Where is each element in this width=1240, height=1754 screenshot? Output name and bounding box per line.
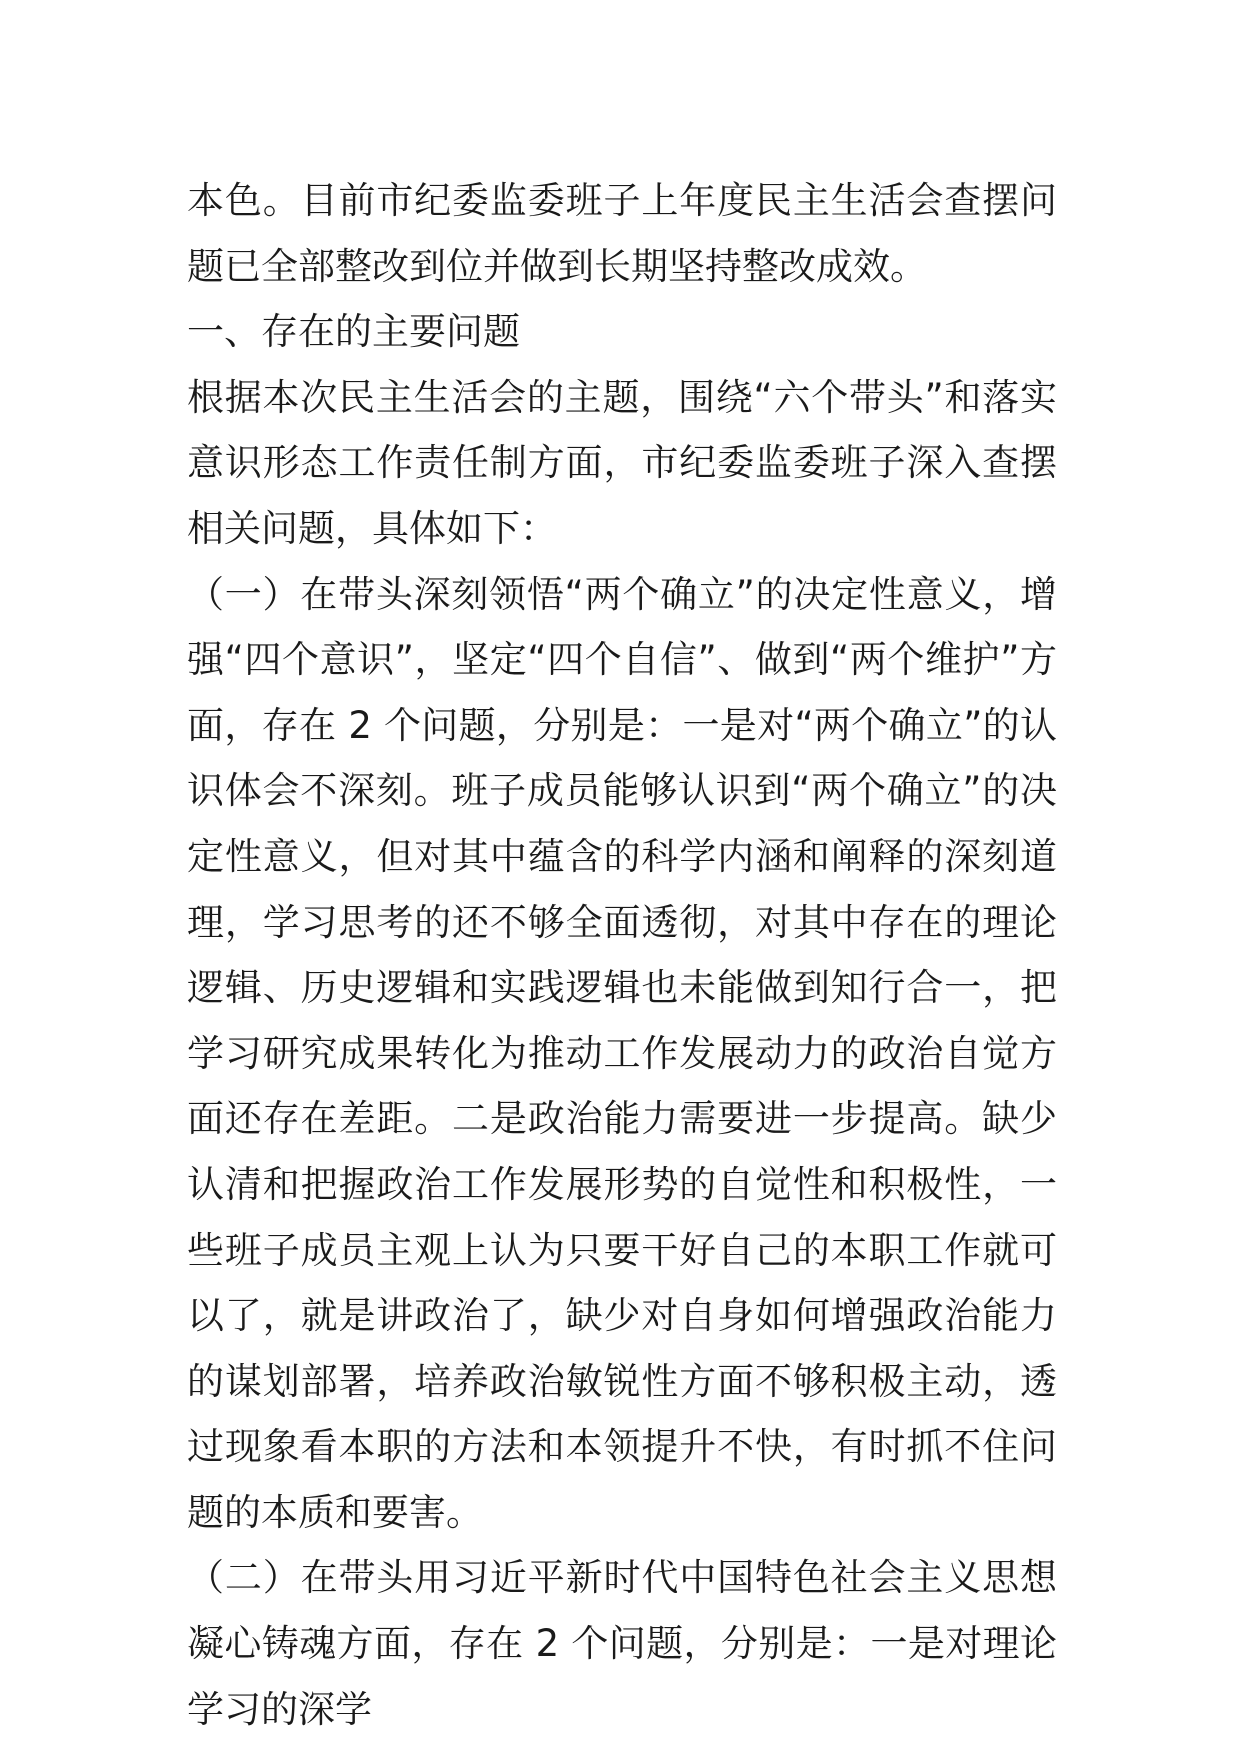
paragraph-item-one: （一）在带头深刻领悟“两个确立”的决定性意义，增强“四个意识”，坚定“四个自信”、做到“两个维护”方面，存在 2 个问题，分别是：一是对“两个确立”的认识体会不深刻。班子成员能够认识到“两个确立”的决定性意义，但对其中蕴含的科学内涵和阐释的深刻道理，学习思考的还不够全面透彻，对其中存在的理论逻辑、历史逻辑和实践逻辑也未能做到知行合一，把学习研究成果转化为推动工作发展动力的政治自觉方面还存在差距。二是政治能力需要进一步提高。缺少认清和把握政治工作发展形势的自觉性和积极性，一些班子成员主观上认为只要干好自己的本职工作就可以了，就是讲政治了，缺少对自身如何增强政治能力的谋划部署，培养政治敏锐性方面不够积极主动，透过现象看本职的方法和本领提升不快，有时抓不住问题的本质和要害。 bbox=[187, 572, 1057, 1534]
paragraph-continued-text: 本色。目前市纪委监委班子上年度民主生活会查摆问题已全部整改到位并做到长期坚持整改成效。 bbox=[187, 179, 1057, 288]
section-heading-main-problems: 一、存在的主要问题 bbox=[187, 310, 520, 354]
paragraph-intro: 根据本次民主生活会的主题，围绕“六个带头”和落实意识形态工作责任制方面，市纪委监委班子深入查摆相关问题，具体如下： bbox=[187, 375, 1057, 550]
document-body bbox=[187, 168, 1057, 1742]
paragraph-item-two: （二）在带头用习近平新时代中国特色社会主义思想凝心铸魂方面，存在 2 个问题，分别是：一是对理论学习的深学 bbox=[187, 1556, 1057, 1731]
